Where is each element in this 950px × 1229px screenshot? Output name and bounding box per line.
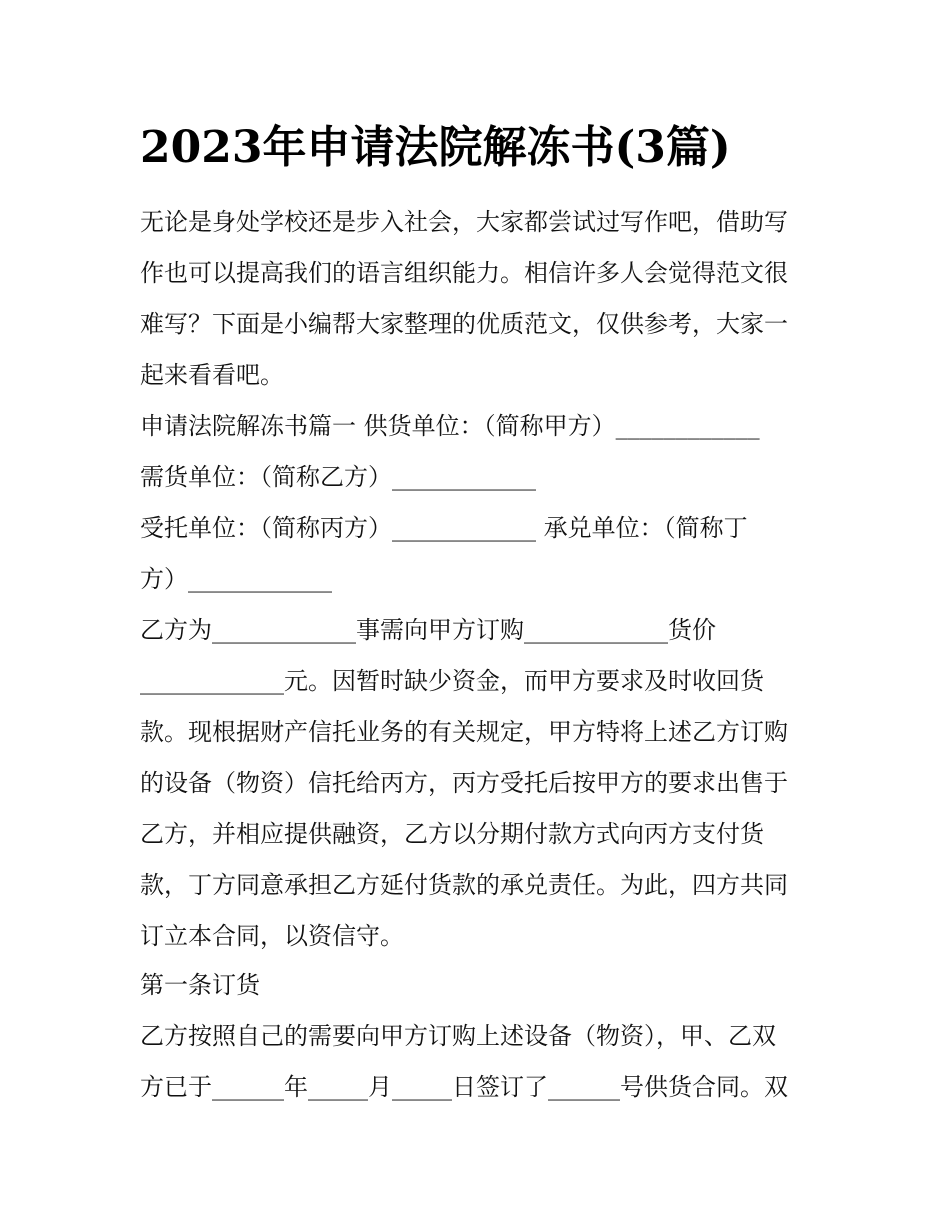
body-line: 难写？下面是小编帮大家整理的优质范文，仅供参考，大家一 xyxy=(140,310,788,338)
body-line: 需货单位：（简称乙方）____________ xyxy=(140,463,536,491)
body-line: 款，丁方同意承担乙方延付货款的承兑责任。为此，四方共同 xyxy=(140,871,788,899)
body-line: 订立本合同，以资信守。 xyxy=(140,922,404,950)
body-line: 起来看看吧。 xyxy=(140,361,284,389)
section-heading-line: 申请法院解冻书篇一 供货单位：（简称甲方）____________ xyxy=(140,412,760,440)
body-line: 乙方，并相应提供融资，乙方以分期付款方式向丙方支付货 xyxy=(140,820,764,848)
article-heading: 第一条订货 xyxy=(140,971,260,999)
body-line: 方）____________ xyxy=(140,565,332,593)
page-title: 2023年申请法院解冻书(3篇) xyxy=(140,122,731,173)
body-line: 款。现根据财产信托业务的有关规定，甲方特将上述乙方订购 xyxy=(140,718,788,746)
body-line: 作也可以提高我们的语言组织能力。相信许多人会觉得范文很 xyxy=(140,259,788,287)
body-line: 乙方为____________事需向甲方订购____________货价 xyxy=(140,616,716,644)
body-line: ____________元。因暂时缺少资金，而甲方要求及时收回货 xyxy=(140,667,764,695)
body-line: 方已于______年_____月_____日签订了______号供货合同。双 xyxy=(140,1073,788,1101)
body-line: 乙方按照自己的需要向甲方订购上述设备（物资），甲、乙双 xyxy=(140,1022,776,1050)
body-line: 无论是身处学校还是步入社会，大家都尝试过写作吧，借助写 xyxy=(140,208,788,236)
body-line: 的设备（物资）信托给丙方，丙方受托后按甲方的要求出售于 xyxy=(140,769,788,797)
body-line: 受托单位：（简称丙方）____________ 承兑单位：（简称丁 xyxy=(140,514,748,542)
